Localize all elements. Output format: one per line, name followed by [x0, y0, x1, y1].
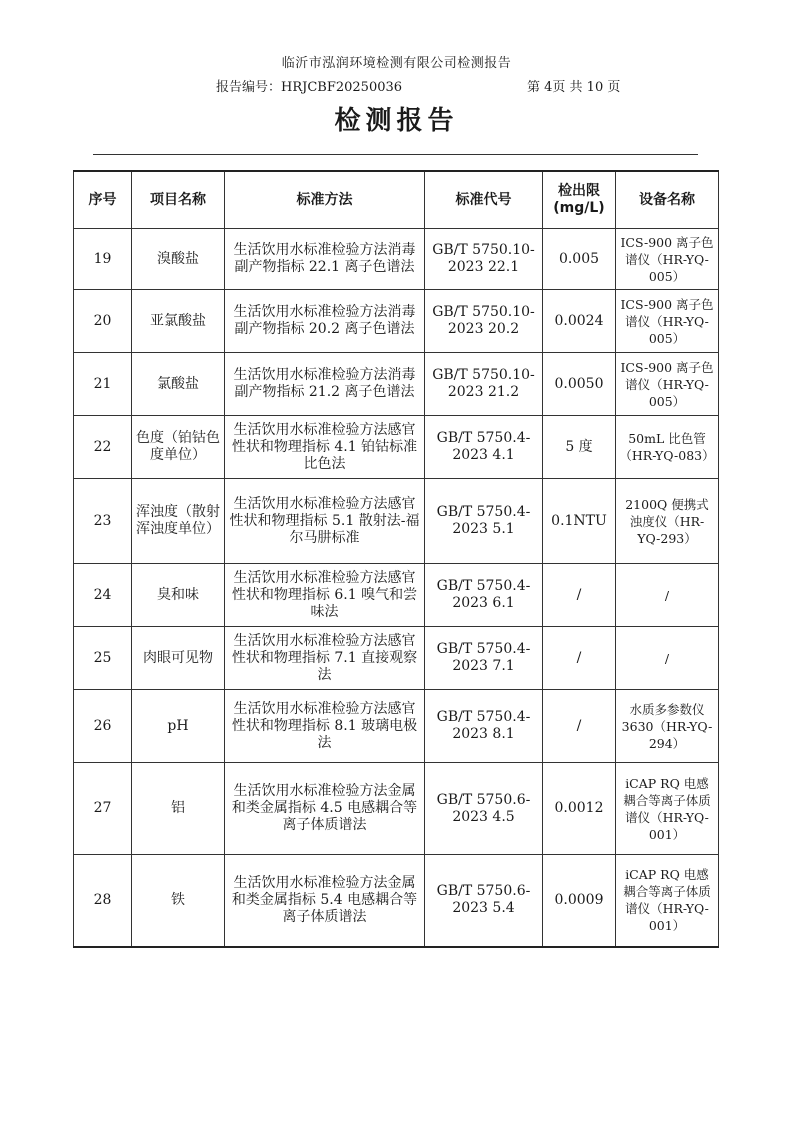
cell-method: 生活饮用水标准检验方法感官性状和物理指标 4.1 铂钴标准比色法 — [225, 416, 425, 479]
cell-no: 22 — [74, 416, 132, 479]
col-header-limit-label: 检出限 — [558, 183, 600, 199]
cell-code: GB/T 5750.10-2023 21.2 — [425, 353, 543, 416]
cell-limit: / — [543, 690, 616, 763]
cell-limit: 0.0024 — [543, 290, 616, 353]
cell-device: ICS-900 离子色谱仪（HR-YQ-005） — [616, 353, 719, 416]
cell-name: pH — [132, 690, 225, 763]
cell-method: 生活饮用水标准检验方法消毒副产物指标 20.2 离子色谱法 — [225, 290, 425, 353]
cell-no: 28 — [74, 855, 132, 947]
table-row — [74, 564, 719, 627]
cell-limit: 0.0009 — [543, 855, 616, 947]
report-header-company: 临沂市泓润环境检测有限公司检测报告 — [281, 56, 512, 71]
table-header-row — [74, 171, 719, 229]
table-row — [74, 479, 719, 564]
cell-name: 溴酸盐 — [132, 229, 225, 290]
cell-code: GB/T 5750.4-2023 6.1 — [425, 564, 543, 627]
title-divider — [93, 154, 698, 155]
cell-name: 色度（铂钴色度单位） — [132, 416, 225, 479]
cell-no: 21 — [74, 353, 132, 416]
cell-method: 生活饮用水标准检验方法金属和类金属指标 4.5 电感耦合等离子体质谱法 — [225, 763, 425, 855]
cell-limit: 5 度 — [543, 416, 616, 479]
cell-limit: 0.0012 — [543, 763, 616, 855]
cell-no: 25 — [74, 627, 132, 690]
cell-method: 生活饮用水标准检验方法消毒副产物指标 22.1 离子色谱法 — [225, 229, 425, 290]
cell-name: 亚氯酸盐 — [132, 290, 225, 353]
cell-code: GB/T 5750.4-2023 7.1 — [425, 627, 543, 690]
col-header-limit-unit: (mg/L) — [553, 200, 605, 216]
cell-method: 生活饮用水标准检验方法消毒副产物指标 21.2 离子色谱法 — [225, 353, 425, 416]
cell-method: 生活饮用水标准检验方法感官性状和物理指标 5.1 散射法-福尔马肼标准 — [225, 479, 425, 564]
table-row — [74, 353, 719, 416]
cell-limit: / — [543, 627, 616, 690]
cell-method: 生活饮用水标准检验方法感官性状和物理指标 7.1 直接观察法 — [225, 627, 425, 690]
col-header-no: 序号 — [74, 171, 132, 229]
cell-device: / — [616, 627, 719, 690]
cell-device: ICS-900 离子色谱仪（HR-YQ-005） — [616, 290, 719, 353]
cell-code: GB/T 5750.4-2023 4.1 — [425, 416, 543, 479]
cell-method: 生活饮用水标准检验方法感官性状和物理指标 8.1 玻璃电极法 — [225, 690, 425, 763]
table-row — [74, 690, 719, 763]
cell-name: 铝 — [132, 763, 225, 855]
table-row — [74, 763, 719, 855]
cell-limit: 0.005 — [543, 229, 616, 290]
cell-method: 生活饮用水标准检验方法金属和类金属指标 5.4 电感耦合等离子体质谱法 — [225, 855, 425, 947]
cell-device: / — [616, 564, 719, 627]
col-header-name: 项目名称 — [132, 171, 225, 229]
cell-limit: 0.1NTU — [543, 479, 616, 564]
page-indicator: 第 4页 共 10 页 — [527, 80, 621, 95]
cell-name: 肉眼可见物 — [132, 627, 225, 690]
cell-name: 臭和味 — [132, 564, 225, 627]
cell-code: GB/T 5750.4-2023 8.1 — [425, 690, 543, 763]
cell-limit: / — [543, 564, 616, 627]
cell-name: 浑浊度（散射浑浊度单位） — [132, 479, 225, 564]
cell-no: 26 — [74, 690, 132, 763]
cell-no: 27 — [74, 763, 132, 855]
col-header-limit — [543, 171, 616, 229]
report-number: 报告编号：HRJCBF20250036 — [216, 80, 403, 95]
cell-name: 铁 — [132, 855, 225, 947]
table-row — [74, 627, 719, 690]
cell-device: iCAP RQ 电感耦合等离子体质谱仪（HR-YQ-001） — [616, 855, 719, 947]
document-title: 检测报告 — [334, 106, 459, 136]
cell-device: 2100Q 便携式浊度仪（HR-YQ-293） — [616, 479, 719, 564]
cell-code: GB/T 5750.6-2023 5.4 — [425, 855, 543, 947]
cell-no: 23 — [74, 479, 132, 564]
col-header-device: 设备名称 — [616, 171, 719, 229]
cell-code: GB/T 5750.10-2023 22.1 — [425, 229, 543, 290]
col-header-method: 标准方法 — [225, 171, 425, 229]
col-header-code: 标准代号 — [425, 171, 543, 229]
table-row — [74, 229, 719, 290]
cell-no: 20 — [74, 290, 132, 353]
cell-device: iCAP RQ 电感耦合等离子体质谱仪（HR-YQ-001） — [616, 763, 719, 855]
table-row — [74, 855, 719, 947]
cell-code: GB/T 5750.4-2023 5.1 — [425, 479, 543, 564]
cell-limit: 0.0050 — [543, 353, 616, 416]
test-items-table — [73, 170, 719, 948]
table-row — [74, 290, 719, 353]
cell-method: 生活饮用水标准检验方法感官性状和物理指标 6.1 嗅气和尝味法 — [225, 564, 425, 627]
table-row — [74, 416, 719, 479]
cell-device: 50mL 比色管（HR-YQ-083） — [616, 416, 719, 479]
cell-no: 19 — [74, 229, 132, 290]
cell-no: 24 — [74, 564, 132, 627]
cell-device: 水质多参数仪 3630（HR-YQ-294） — [616, 690, 719, 763]
cell-name: 氯酸盐 — [132, 353, 225, 416]
cell-code: GB/T 5750.10-2023 20.2 — [425, 290, 543, 353]
cell-device: ICS-900 离子色谱仪（HR-YQ-005） — [616, 229, 719, 290]
cell-code: GB/T 5750.6-2023 4.5 — [425, 763, 543, 855]
